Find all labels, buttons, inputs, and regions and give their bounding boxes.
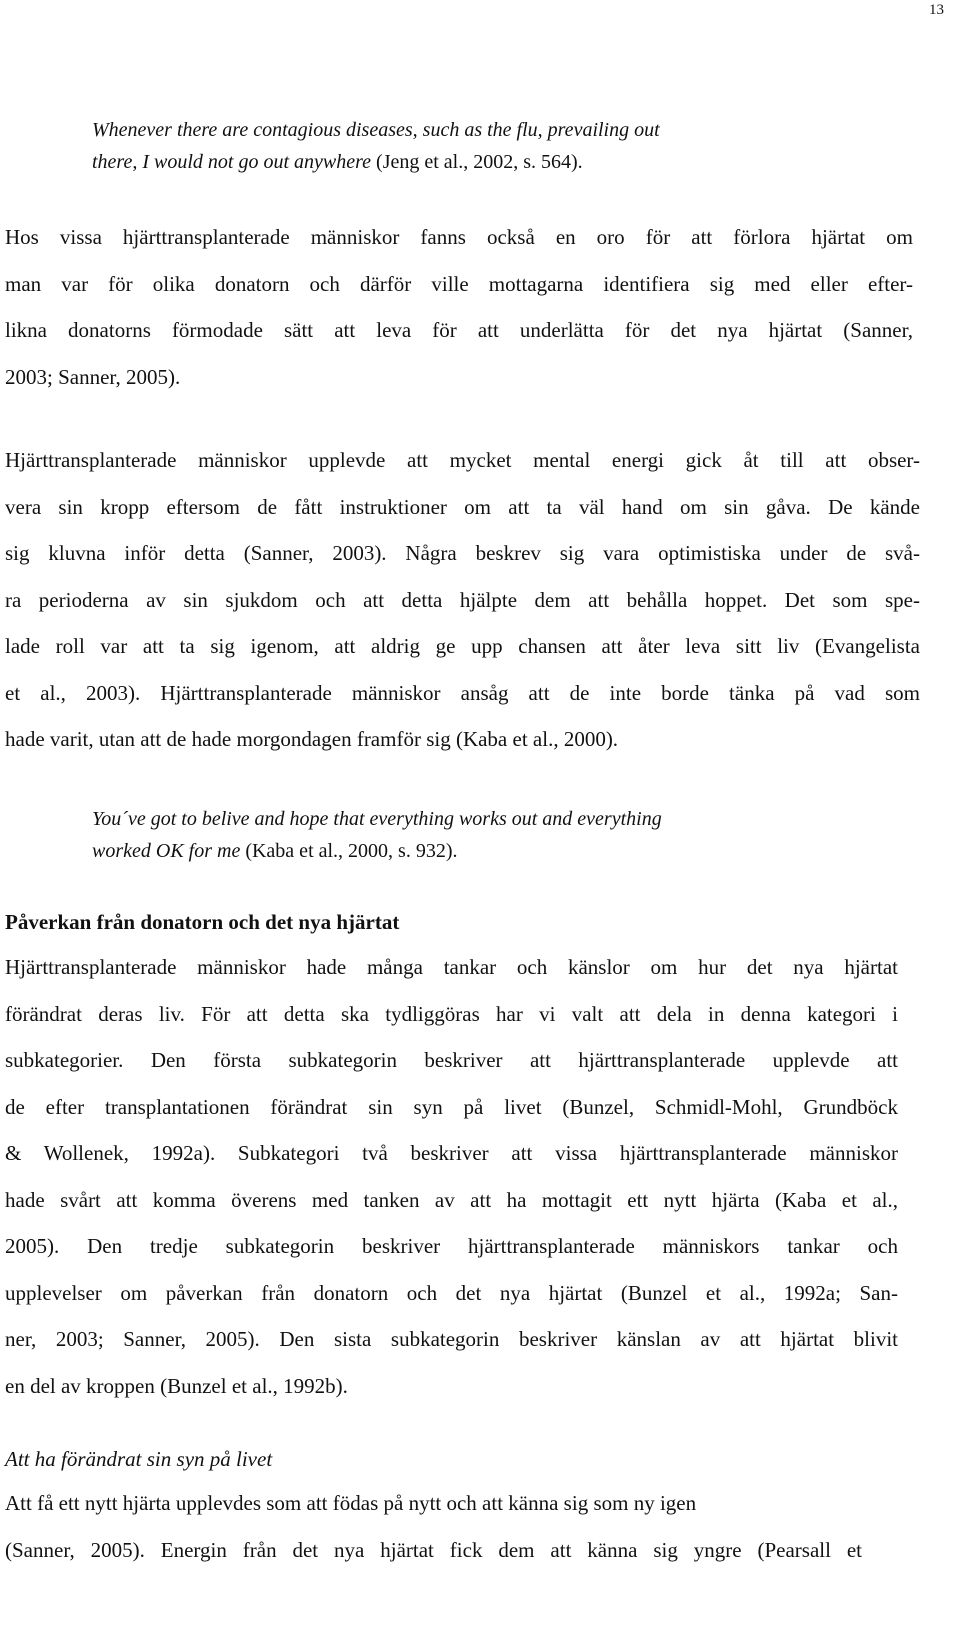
quote-1-citation: (Jeng et al., 2002, s. 564).: [371, 151, 583, 173]
paragraph-3-line: upplevelser om påverkan från donatorn och det nya hjärtat (Bunzel et al., 1992a; San-: [5, 1280, 898, 1305]
paragraph-3-line: ner, 2003; Sanner, 2005). Den sista subkategorin beskriver känslan av att hjärtat blivit: [5, 1327, 898, 1351]
page-number: 13: [929, 2, 944, 18]
block-quote-1: [92, 114, 872, 178]
paragraph-1-line: likna donatorns förmodade sätt att leva för att underlätta för det nya hjärtat (Sanner,: [5, 318, 913, 342]
paragraph-1-line: 2003; Sanner, 2005).: [5, 364, 181, 389]
paragraph-2-line: vera sin kropp eftersom de fått instruktioner om att ta väl hand om sin gåva. De kände: [5, 494, 920, 519]
paragraph-3-line: 2005). Den tredje subkategorin beskriver hjärttransplanterade människors tankar och: [5, 1234, 898, 1258]
paragraph-3: [5, 944, 898, 1409]
paragraph-3-line: förändrat deras liv. För att detta ska tydliggöras har vi valt att dela in denna kategori i: [5, 1001, 898, 1026]
paragraph-3-line: en del av kroppen (Bunzel et al., 1992b).: [5, 1373, 348, 1398]
paragraph-4: [5, 1480, 862, 1573]
quote-1-line-1: Whenever there are contagious diseases, such as the flu, prevailing out: [92, 119, 660, 141]
subsection-heading: Att ha förändrat sin syn på livet: [5, 1447, 273, 1471]
paragraph-2-line: Hjärttransplanterade människor upplevde att mycket mental energi gick åt till att obser-: [5, 448, 920, 472]
paragraph-3-line: Hjärttransplanterade människor hade många tankar och känslor om hur det nya hjärtat: [5, 955, 898, 979]
paragraph-2-line: et al., 2003). Hjärttransplanterade människor ansåg att de inte borde tänka på vad som: [5, 680, 920, 705]
paragraph-4-line: (Sanner, 2005). Energin från det nya hjärtat fick dem att känna sig yngre (Pearsall et: [5, 1537, 862, 1562]
paragraph-2-line: sig kluvna inför detta (Sanner, 2003). Några beskrev sig vara optimistiska under de svå-: [5, 541, 920, 565]
paragraph-3-line: subkategorier. Den första subkategorin beskriver att hjärttransplanterade upplevde att: [5, 1048, 898, 1072]
paragraph-4-line: Att få ett nytt hjärta upplevdes som att födas på nytt och att känna sig som ny igen: [5, 1491, 697, 1515]
block-quote-2: [92, 803, 872, 867]
quote-1-line-2: there, I would not go out anywhere: [92, 151, 372, 173]
paragraph-3-line: de efter transplantationen förändrat sin syn på livet (Bunzel, Schmidl-Mohl, Grundböck: [5, 1094, 898, 1119]
section-heading: Påverkan från donatorn och det nya hjärtat: [5, 910, 400, 934]
quote-2-line-2: worked OK for me: [92, 840, 241, 862]
paragraph-1-line: man var för olika donatorn och därför ville mottagarna identifiera sig med eller efter-: [5, 271, 913, 296]
paragraph-2-line: hade varit, utan att de hade morgondagen framför sig (Kaba et al., 2000).: [5, 727, 619, 751]
quote-2-line-1: You´ve got to belive and hope that everything works out and everything: [92, 808, 662, 830]
paragraph-1: [5, 214, 913, 400]
quote-2-citation: (Kaba et al., 2000, s. 932).: [240, 840, 458, 862]
paragraph-3-line: hade svårt att komma överens med tanken av att ha mottagit ett nytt hjärta (Kaba et al.,: [5, 1187, 898, 1212]
paragraph-2-line: lade roll var att ta sig igenom, att aldrig ge upp chansen att åter leva sitt liv (Evangelista: [5, 634, 920, 658]
paragraph-1-line: Hos vissa hjärttransplanterade människor fanns också en oro för att förlora hjärtat om: [5, 225, 913, 249]
paragraph-2-line: ra perioderna av sin sjukdom och att detta hjälpte dem att behålla hoppet. Det som spe-: [5, 587, 920, 612]
paragraph-2: [5, 437, 920, 763]
paragraph-3-line: & Wollenek, 1992a). Subkategori två beskriver att vissa hjärttransplanterade människor: [5, 1141, 898, 1165]
